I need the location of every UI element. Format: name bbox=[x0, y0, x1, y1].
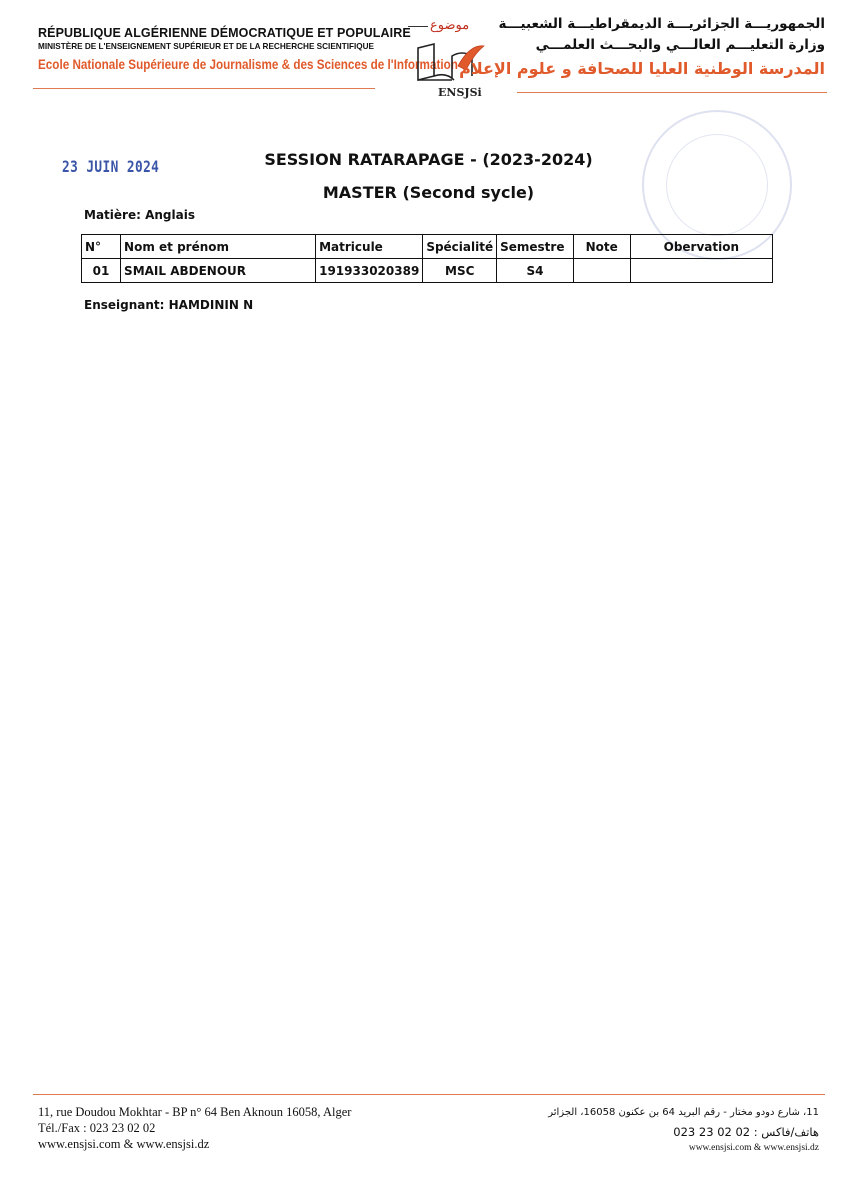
footer-address-ar: 11، شارع دودو مختار - رقم البريد 64 بن عكنون 16058، الجزائر bbox=[548, 1107, 819, 1118]
header-divider-left bbox=[33, 88, 375, 89]
col-header-number: N° bbox=[82, 235, 121, 259]
footer-arabic bbox=[548, 1104, 819, 1154]
logo-name: ENSJSi bbox=[438, 86, 482, 99]
program-subtitle: MASTER (Second sycle) bbox=[322, 183, 535, 202]
col-header-observation: Obervation bbox=[630, 235, 772, 259]
grades-table bbox=[81, 234, 773, 283]
col-header-name: Nom et prénom bbox=[121, 235, 316, 259]
footer-phone-ar: هاتف/فاكس : 02 02 23 023 bbox=[673, 1125, 819, 1139]
cell-specialite: MSC bbox=[423, 259, 497, 283]
cell-number: 01 bbox=[82, 259, 121, 283]
subject-value: Anglais bbox=[145, 208, 195, 222]
cell-note bbox=[573, 259, 630, 283]
footer-divider bbox=[33, 1094, 825, 1095]
header-arabic bbox=[459, 16, 825, 78]
teacher-value: HAMDININ N bbox=[168, 298, 254, 312]
republic-name-ar: الجمهوريـــة الجزائريـــة الديمقراطيـــة الشعبيـــة bbox=[498, 16, 825, 32]
logo-dash bbox=[408, 26, 428, 27]
col-header-matricule: Matricule bbox=[316, 235, 423, 259]
cell-observation bbox=[630, 259, 772, 283]
footer-web-fr: www.ensjsi.com & www.ensjsi.dz bbox=[38, 1137, 210, 1151]
col-header-note: Note bbox=[573, 235, 630, 259]
school-name-fr: Ecole Nationale Supérieure de Journalisme & des Sciences de l'Information bbox=[38, 57, 458, 72]
ministry-name-ar: وزارة التعليـــم العالـــي والبحـــث العلمـــي bbox=[535, 37, 825, 53]
header-french bbox=[38, 26, 458, 72]
footer-french bbox=[38, 1104, 351, 1152]
footer-phone-fr: Tél./Fax : 023 23 02 02 bbox=[38, 1121, 156, 1135]
cell-semestre: S4 bbox=[497, 259, 574, 283]
table-row bbox=[82, 259, 773, 283]
footer-web-ar: www.ensjsi.com & www.ensjsi.dz bbox=[688, 1143, 819, 1153]
col-header-specialite: Spécialité bbox=[423, 235, 497, 259]
ministry-name-fr: MINISTÈRE DE L'ENSEIGNEMENT SUPÉRIEUR ET DE LA RECHERCHE SCIENTIFIQUE bbox=[38, 42, 374, 51]
teacher-label: Enseignant: bbox=[84, 298, 165, 312]
session-title: SESSION RATARAPAGE - (2023-2024) bbox=[264, 150, 593, 169]
logo-arabic-text: موضوع bbox=[430, 18, 470, 33]
subject-label: Matière: bbox=[84, 208, 141, 222]
table-header-row bbox=[82, 235, 773, 259]
header-divider-right bbox=[517, 92, 827, 93]
date-stamp: 23 JUIN 2024 bbox=[62, 157, 160, 176]
cell-matricule: 191933020389 bbox=[316, 259, 423, 283]
cell-name: SMAIL ABDENOUR bbox=[121, 259, 316, 283]
republic-name-fr: RÉPUBLIQUE ALGÉRIENNE DÉMOCRATIQUE ET POPULAIRE bbox=[38, 26, 411, 40]
teacher-line bbox=[84, 298, 253, 312]
subject-line bbox=[84, 208, 195, 222]
footer-address-fr: 11, rue Doudou Mokhtar - BP n° 64 Ben Aknoun 16058, Alger bbox=[38, 1105, 352, 1119]
school-name-ar: المدرسة الوطنية العليا للصحافة و علوم الإعلام bbox=[459, 59, 825, 78]
col-header-semestre: Semestre bbox=[497, 235, 574, 259]
